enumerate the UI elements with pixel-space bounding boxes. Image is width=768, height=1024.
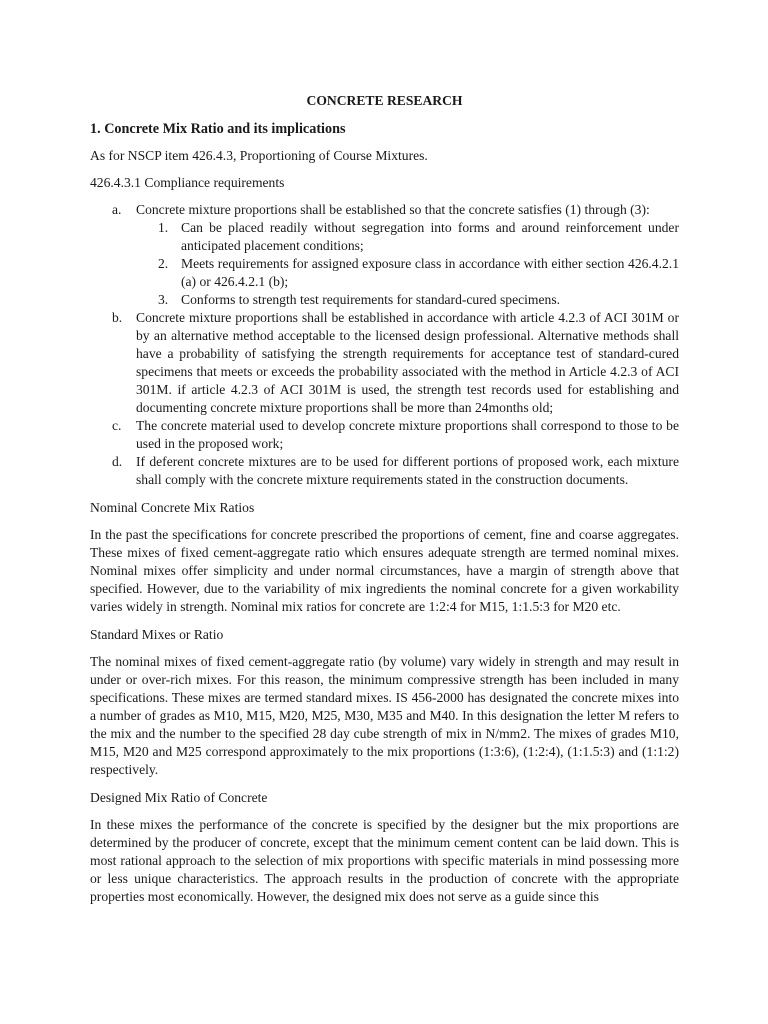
requirement-item bbox=[90, 417, 679, 453]
requirement-marker: a. bbox=[112, 202, 122, 217]
designed-paragraph: In these mixes the performance of the concrete is specified by the designer but the mix proportions are determined by the producer of concrete, except that the minimum cement content can be laid down. This is most rational approach to the selection of mix proportions with specific materials in mind possessing more or less unique characteristics. The approach results in the production of concrete with the appropriate properties most economically. However, the designed mix does not serve as a guide since this bbox=[90, 817, 679, 904]
standard-paragraph: The nominal mixes of fixed cement-aggregate ratio (by volume) vary widely in strength and may result in under or over-rich mixes. For this reason, the minimum compressive strength has been included in many specifications. These mixes are termed standard mixes. IS 456-2000 has designated the concrete mixes into a number of grades as M10, M15, M20, M25, M30, M35 and M40. In this designation the letter M refers to the mix and the number to the specified 28 day cube strength of mix in N/mm2. The mixes of grades M10, M15, M20 and M25 correspond approximately to the mix proportions (1:3:6), (1:2:4), (1:1.5:3) and (1:1:2) respectively. bbox=[90, 654, 679, 777]
subrequirement-marker: 1. bbox=[158, 220, 169, 235]
requirement-item bbox=[90, 453, 679, 489]
requirement-item bbox=[90, 309, 679, 417]
requirement-sublist bbox=[136, 219, 679, 309]
intro-paragraph: As for NSCP item 426.4.3, Proportioning of Course Mixtures. bbox=[90, 148, 428, 163]
subsection-heading: 426.4.3.1 Compliance requirements bbox=[90, 175, 285, 190]
subrequirement-marker: 3. bbox=[158, 292, 169, 307]
nominal-paragraph: In the past the specifications for concrete prescribed the proportions of cement, fine and coarse aggregates. These mixes of fixed cement-aggregate ratio which ensures adequate strength are termed nominal mixes. Nominal mixes offer simplicity and under normal circumstances, have a margin of strength above that specified. However, due to the variability of mix ingredients the nominal concrete for a given workability varies widely in strength. Nominal mix ratios for concrete are 1:2:4 for M15, 1:1.5:3 for M20 etc. bbox=[90, 527, 679, 614]
section-heading: 1. Concrete Mix Ratio and its implications bbox=[90, 121, 346, 137]
requirement-text: The concrete material used to develop concrete mixture proportions shall correspond to those to be used in the proposed work; bbox=[136, 418, 679, 451]
subrequirement-text: Can be placed readily without segregation into forms and around reinforcement under anticipated placement conditions; bbox=[181, 220, 679, 253]
subrequirement-text: Meets requirements for assigned exposure class in accordance with either section 426.4.2.1 (a) or 426.4.2.1 (b); bbox=[181, 256, 679, 289]
requirement-marker: d. bbox=[112, 454, 123, 469]
subrequirement-item bbox=[136, 291, 679, 309]
subrequirement-marker: 2. bbox=[158, 256, 169, 271]
requirement-item bbox=[90, 201, 679, 309]
standard-heading: Standard Mixes or Ratio bbox=[90, 627, 224, 642]
requirements-list bbox=[90, 201, 679, 489]
nominal-heading: Nominal Concrete Mix Ratios bbox=[90, 500, 255, 515]
subrequirement-text: Conforms to strength test requirements for standard-cured specimens. bbox=[181, 292, 561, 307]
requirement-marker: c. bbox=[112, 418, 122, 433]
designed-heading: Designed Mix Ratio of Concrete bbox=[90, 790, 268, 805]
requirement-marker: b. bbox=[112, 310, 123, 325]
requirement-text: Concrete mixture proportions shall be established in accordance with article 4.2.3 of ACI 301M or by an alternative method acceptable to the licensed design professional. Alternative methods shall have a probability of satisfying the strength requirements for acceptance test of standard-cured specimens that meets or exceeds the probability associated with the method in Article 4.2.3 of ACI 301M. if article 4.2.3 of ACI 301M is used, the strength test records used for establishing and documenting concrete mixture proportions shall be more than 24months old; bbox=[136, 310, 679, 415]
requirement-text: Concrete mixture proportions shall be established so that the concrete satisfies (1) through (3): bbox=[136, 202, 650, 217]
subrequirement-item bbox=[136, 219, 679, 255]
subrequirement-item bbox=[136, 255, 679, 291]
document-title: CONCRETE RESEARCH bbox=[306, 93, 463, 108]
requirement-text: If deferent concrete mixtures are to be used for different portions of proposed work, each mixture shall comply with the concrete mixture requirements stated in the construction documents. bbox=[136, 454, 679, 487]
